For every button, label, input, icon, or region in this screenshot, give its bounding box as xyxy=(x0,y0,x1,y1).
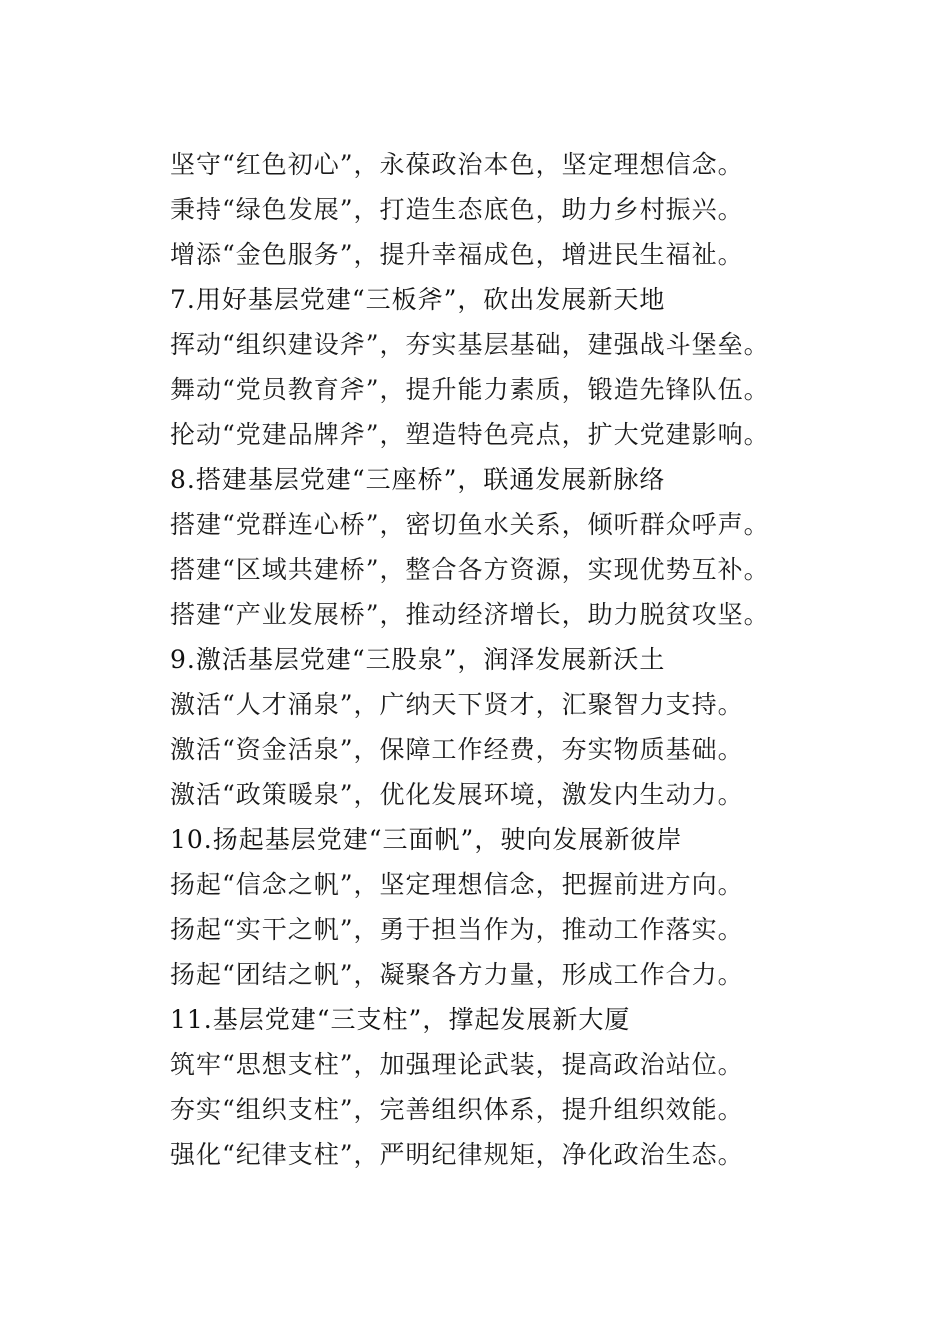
body-line: 坚守“红色初心”，永葆政治本色，坚定理想信念。 xyxy=(170,150,744,179)
section-heading: 9.激活基层党建“三股泉”，润泽发展新沃土 xyxy=(170,645,666,674)
body-line: 搭建“产业发展桥”，推动经济增长，助力脱贫攻坚。 xyxy=(170,600,770,629)
body-line: 挥动“组织建设斧”，夯实基层基础，建强战斗堡垒。 xyxy=(170,330,770,359)
body-line: 激活“资金活泉”，保障工作经费，夯实物质基础。 xyxy=(170,735,744,764)
body-line: 强化“纪律支柱”，严明纪律规矩，净化政治生态。 xyxy=(170,1140,744,1169)
body-line: 增添“金色服务”，提升幸福成色，增进民生福祉。 xyxy=(170,240,744,269)
body-line: 扬起“实干之帆”，勇于担当作为，推动工作落实。 xyxy=(170,915,744,944)
body-line: 抡动“党建品牌斧”，塑造特色亮点，扩大党建影响。 xyxy=(170,420,770,449)
body-line: 扬起“信念之帆”，坚定理想信念，把握前进方向。 xyxy=(170,870,744,899)
body-line: 夯实“组织支柱”，完善组织体系，提升组织效能。 xyxy=(170,1095,744,1124)
document-body xyxy=(170,142,870,1177)
section-heading: 10.扬起基层党建“三面帆”，驶向发展新彼岸 xyxy=(170,825,683,854)
body-line: 筑牢“思想支柱”，加强理论武装，提高政治站位。 xyxy=(170,1050,744,1079)
body-line: 搭建“区域共建桥”，整合各方资源，实现优势互补。 xyxy=(170,555,770,584)
section-heading: 8.搭建基层党建“三座桥”，联通发展新脉络 xyxy=(170,465,666,494)
section-heading: 7.用好基层党建“三板斧”，砍出发展新天地 xyxy=(170,285,666,314)
body-line: 舞动“党员教育斧”，提升能力素质，锻造先锋队伍。 xyxy=(170,375,770,404)
section-heading: 11.基层党建“三支柱”，撑起发展新大厦 xyxy=(170,1005,631,1034)
body-line: 扬起“团结之帆”，凝聚各方力量，形成工作合力。 xyxy=(170,960,744,989)
body-line: 秉持“绿色发展”，打造生态底色，助力乡村振兴。 xyxy=(170,195,744,224)
body-line: 搭建“党群连心桥”，密切鱼水关系，倾听群众呼声。 xyxy=(170,510,770,539)
body-line: 激活“政策暖泉”，优化发展环境，激发内生动力。 xyxy=(170,780,744,809)
body-line: 激活“人才涌泉”，广纳天下贤才，汇聚智力支持。 xyxy=(170,690,744,719)
